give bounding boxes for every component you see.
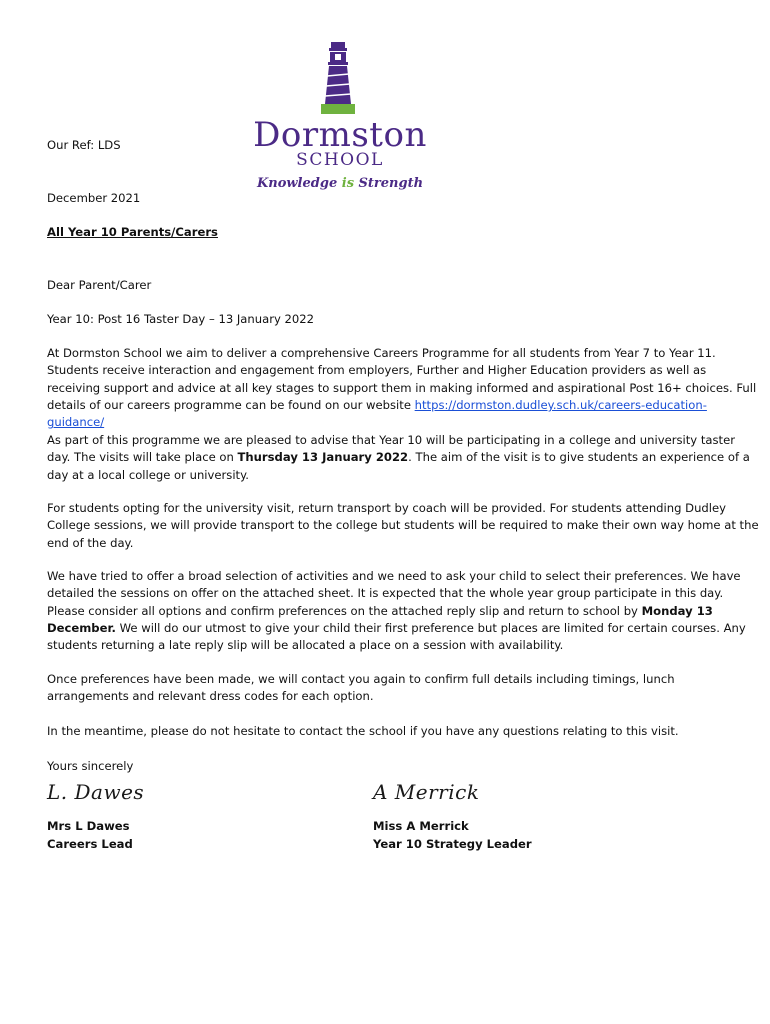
p2-text-b: . The aim of the visit is to give students an experience of a day at a local college or university.	[47, 450, 750, 482]
paragraph-transport: For students opting for the university visit, return transport by coach will be provided. For students attending Dudley College sessions, we will provide transport to the college but students will be required to make their own way home at the end of the day.	[47, 501, 759, 550]
paragraph-taster-day	[47, 432, 759, 484]
p4-text-b: We will do our utmost to give your child their first preference but places are limited for certain courses. Any students returning a late reply slip will be allocated a place on a session with availability.	[47, 620, 746, 653]
motto-is: is	[341, 176, 355, 191]
our-ref: Our Ref: LDS	[47, 138, 121, 152]
signer-name: Miss A Merrick	[373, 819, 469, 833]
signature-merrick: A Merrick	[373, 780, 480, 804]
paragraph-preferences	[47, 568, 759, 654]
paragraph-contact: In the meantime, please do not hesitate to contact the school if you have any questions relating to this visit.	[47, 724, 679, 738]
paragraph-intro-text: At Dormston School we aim to deliver a comprehensive Careers Programme for all students from Year 7 to Year 11. Students receive interaction and engagement from employers, Further and Higher Education providers as well as receiving support and advice at all key stages to support them in making informed and aspirational Post 16+ choices. Full details of our careers programme can be found on our website	[47, 346, 757, 412]
closing: Yours sincerely	[47, 759, 134, 773]
paragraph-followup: Once preferences have been made, we will contact you again to confirm full details including timings, lunch arrangements and relevant dress codes for each option.	[47, 672, 675, 704]
signer-dawes	[47, 818, 133, 853]
motto-part-b: Strength	[354, 176, 424, 191]
careers-website-link[interactable]: https://dormston.dudley.sch.uk/careers-education-guidance/	[47, 397, 707, 430]
subject-line: Year 10: Post 16 Taster Day – 13 January 2022	[47, 312, 315, 326]
taster-day-date: Thursday 13 January 2022	[237, 450, 409, 465]
school-word: SCHOOL	[296, 150, 384, 170]
motto-part-a: Knowledge	[256, 176, 342, 191]
signer-merrick	[373, 818, 532, 853]
tower-icon	[313, 40, 363, 120]
signer-role: Careers Lead	[47, 836, 133, 851]
p4-text-a: We have tried to offer a broad selection of activities and we need to ask your child to select their preferences. We have detailed the sessions on offer on the attached sheet. It is expected that the whole year group participate in this day. Please consider all options and confirm preferences on the attached reply slip and return to school by	[47, 569, 741, 618]
reply-deadline: Monday 13 December.	[47, 603, 713, 635]
paragraph-intro	[47, 345, 759, 431]
signature-dawes: L. Dawes	[47, 780, 145, 804]
school-name: Dormston	[253, 115, 427, 155]
school-motto	[240, 176, 440, 191]
p2-text-a: As part of this programme we are pleased to advise that Year 10 will be participating in a college and university taster day. The visits will take place on	[47, 433, 735, 465]
letter-date: December 2021	[47, 191, 141, 205]
signer-name: Mrs L Dawes	[47, 819, 130, 833]
recipients: All Year 10 Parents/Carers	[47, 225, 218, 239]
school-logo	[240, 40, 440, 195]
greeting: Dear Parent/Carer	[47, 278, 152, 292]
signer-role: Year 10 Strategy Leader	[373, 836, 532, 851]
